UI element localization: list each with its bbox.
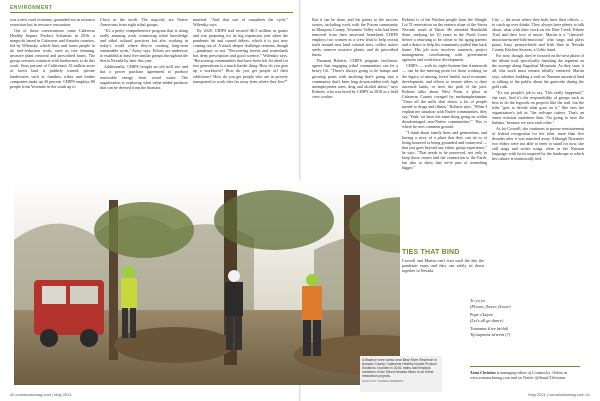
caption-text: A Washoe crew works near Bear River Reservoir in Amador County. Calaveras Healthy Impact Product Solutions, founded in 2016, trains and employs members of the Sierra Nevada tribes to do forest restoration projects. bbox=[362, 358, 437, 378]
column-4 bbox=[312, 17, 398, 100]
paragraph: material. "And that sort of completes the cycle," Wilensky says. bbox=[193, 17, 288, 28]
lyric-translation: (Flower, flower, flower) bbox=[470, 303, 511, 309]
paragraph: Roberts is of the Washoe people from the Shingle Lot Tl reservation on the eastern slope of the Sierra Nevada, south of Tahoe. He attended Humboldt State, studying for 10 years in the North Coast before a returning to be closer to his aging parents and a desire to help his community pulled him back home. His job now involves outreach, project management, coordinating with government agencies and workforce development. bbox=[402, 17, 487, 63]
folio-right: May 2021 | comstocksmag.com 41 bbox=[528, 392, 590, 397]
column-1 bbox=[10, 17, 95, 90]
photo-caption bbox=[360, 356, 442, 392]
paragraph: Additionally, CHIPS bought an old mill site and has a power purchase agreement to produce renewable energy from wood waste. The organization is exploring what value-added products that can be derived from the biomass bbox=[100, 64, 188, 90]
lyric-line: Pope o'koyee bbox=[470, 312, 493, 318]
lyric-line: To yo yo bbox=[470, 298, 486, 303]
paragraph: Thurman Roberts, CHIPS program facilitator, agrees that engaging tribal communities can be a heavy lift. "There's always going to be bumps and growing pains with anything that's going into a community that's been long downtrodden with high unemployment rates, drug and alcohol abuse," says Roberts, who was hired by CHIPS in 2018 as a field crew worker. bbox=[312, 58, 398, 99]
paragraph: "I think about family lines and generations, and having a story of a place that they can tie to of being honored or being grounded and connected — that just goes beyond any ethnic group experience," he says. "That needs to be preserved, not only to keep those stories and the connection to the Earth, but also to show that we're part of something bigger." bbox=[402, 130, 487, 171]
lyric-translation: (Let's all go dance) bbox=[470, 317, 504, 323]
paragraph: As for Crowell, she continues to pursue reinstatement of federal recognition for her tribe, more than five decades after it was snatched away. Although Nisenan's two elders were not able to meet to stand for now, she still sings and writes songs, often in her Nisenan language, with lyrics inspired by the landscape to which her culture is intrinsically tied: bbox=[492, 125, 584, 162]
paragraph: By 2020, CHIPS had secured $6.5 million in grants and was preparing for its big expansion year when the pandemic hit and caused delays, which it is just now coming out of. A much deeper challenge remains, though—pandemic or not. "Recovering forests and watersheds has deep prescription and good science," Wilensky says. "Recovering communities that have been left for dead for two generations is a much harder thing. How do you gear up a workforce? How do you get people off their addictions? How do you get people who are in poverty transported to work sites far away from where they live?" bbox=[193, 28, 288, 84]
column-5-continued bbox=[402, 258, 484, 274]
subhead-ties-that-bind: TIES THAT BIND bbox=[402, 249, 460, 256]
paragraph: But it can be done, and the points to the success stories, including work with the Potom community in Mariposa County, Yosemite Valley who had been removed from their ancestral homeland. CHIPS employs two women as a crew lead to help recruit trails around new land cultural sites, collect native seeds, remove invasive plants, and do prescribed burns. bbox=[312, 17, 398, 58]
author-name: Anna Christian bbox=[470, 370, 496, 375]
song-lyrics bbox=[470, 298, 580, 338]
paragraph: was a new rural economy, grounded not in resource extraction but in resource restoration. bbox=[10, 17, 95, 28]
bio-rule bbox=[470, 366, 580, 367]
lyric-line: Tip'supmine ta'teem (?) bbox=[470, 331, 511, 337]
paragraph: "It's a pretty comprehensive program that is doing really amazing work connecting tribal knowledge and tribal cultural practices but also working in today's world where they're creating long-term sustainable work," Avery says. Efforts are underway to establish at least five similar groups throughout the Sierra Nevada by later this year. bbox=[100, 28, 188, 64]
author-bio bbox=[470, 370, 582, 380]
photo-illustration bbox=[14, 180, 570, 385]
paragraph: CHIPS — with its triple-bottom-line framework — can be the meeting point for those working on the legacy of mining, forest health, rural economic development, and efforts to restore tribes to their ancestral lands, or steer the path of the past. Roberts talks about West Point, a place in Calaveras County ravaged by methamphetamine. "Once all the mills shut down, a lot of people turned to drugs and illness," Roberts says. "When I explain my situation with Native communities, they say, 'Yeah, we have the same thing going on within disadvantaged non-Native communities.'" This is where he sees common ground. bbox=[402, 63, 487, 129]
column-3 bbox=[193, 17, 288, 85]
caption-credit: PHOTO BY THOMAS ROBERTS bbox=[362, 379, 404, 383]
forest-crew-photo bbox=[14, 180, 570, 385]
lyric-line: Tomonim k'we he'doli bbox=[470, 326, 509, 332]
author-bio-text: is managing editor of Comstock's. Online at www.comstocksmag.com and on Twitter @AnnaCChristian. bbox=[470, 370, 568, 380]
folio-left: 40 comstocksmag.com | May 2021 bbox=[10, 392, 72, 397]
paragraph: Crowell and Martin can't wait until the day the pandemic eases and they can safely sit down together in Nevada bbox=[402, 258, 484, 274]
paragraph: City — the town where they both have their offices — to catch up over drinks. They always have plenty to talk about, what with their work on the Deer Creek Tribute Trail and their love of music. Martin is a "classical-musician-turned-folk-musician" who sings and plays piano, harp, pennywhistle and Irish flute in Nevada County Kitchen Session, a Celtic band. bbox=[492, 17, 584, 53]
paragraph: For now, though, they're focused on the next phase of the tribute trail, specifically finishing the segment on the acreage along Sugarloaf Mountain. As they start, it all, this work must remain tribally centered, Martin says, whether building a trail on Nisenan ancestral land or talking to the public about the genocide during the gold rush. bbox=[492, 53, 584, 89]
column-2 bbox=[100, 17, 188, 91]
paragraph: Chico in the north. The majority are Native Americans from eight tribal groups. bbox=[100, 17, 188, 28]
paragraph: Out of those conversations came Calaveras Healthy Impact Product Solutions in 2016, a nonprofit based in Calaveras and Amador counties, led by Wilensky, which hires and trains people to do fuel-reduction work, such as tree thinning, invasive plant removal and prescribed burns. The group oversees contracts with landowners to do this work. Sixty percent of California's 33 million acres of forest land is publicly owned; private landowners such as families, tribes and timber companies make up 40 percent. CHIPS employs 80 people from Yosemite in the south up to bbox=[10, 28, 95, 89]
section-rule bbox=[10, 12, 293, 13]
paragraph: "It's our people's job to say, 'This really happened,'" she says. And it's the responsibility of groups such as hers to do the legwork on projects like the trail, but the tribe "gets to decide what goes on it." She sees her organization's job as "the red-tape cutters. That's an easier mission statement than, 'I'm going to save the Indians,' because we save each other." bbox=[492, 89, 584, 125]
section-tag: ENVIRONMENT bbox=[10, 5, 53, 11]
